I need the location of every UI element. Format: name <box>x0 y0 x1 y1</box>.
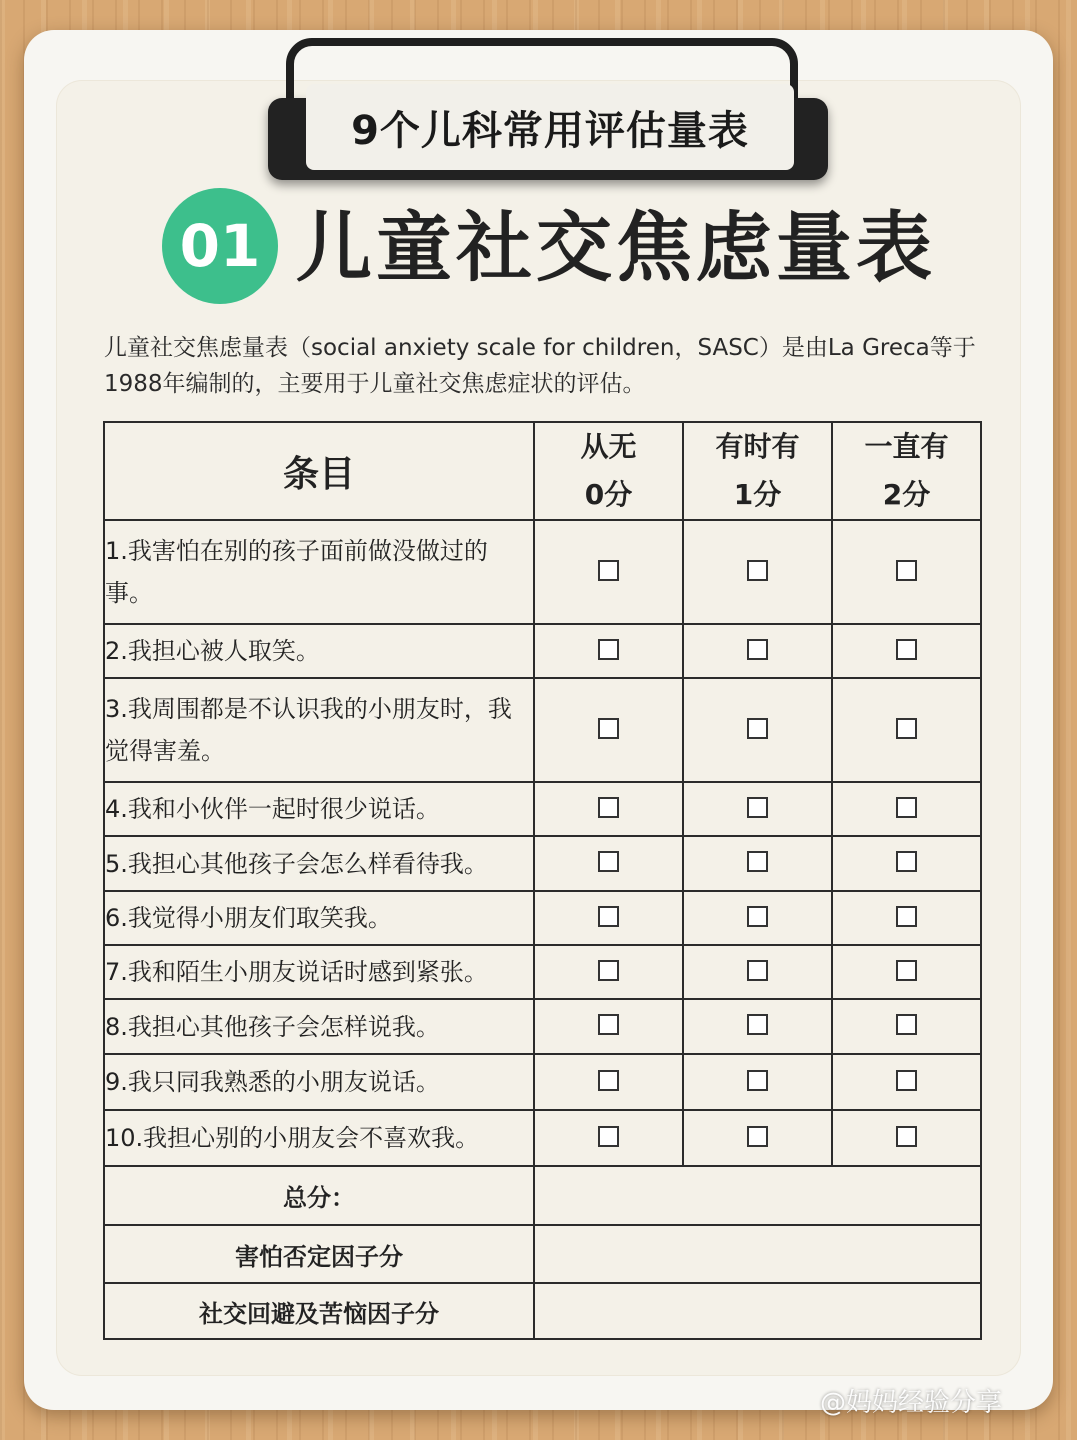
intro-text: 儿童社交焦虑量表（social anxiety scale for children，SASC）是由La Greca等于1988年编制的，主要用于儿童社交焦虑症状的评估。 <box>104 335 976 397</box>
fear-negative-evaluation-field[interactable] <box>534 1225 981 1283</box>
checkbox-sometimes[interactable] <box>747 1070 768 1091</box>
option-label: 有时有 <box>715 430 800 463</box>
clip-title: 9个儿科常用评估量表 <box>306 84 794 170</box>
checkbox-never[interactable] <box>598 639 619 660</box>
option-score: 0分 <box>584 478 633 511</box>
item-text: 3.我周围都是不认识我的小朋友时，我觉得害羞。 <box>104 678 534 782</box>
checkbox-sometimes[interactable] <box>747 906 768 927</box>
summary-row <box>104 1166 981 1225</box>
checkbox-always[interactable] <box>896 906 917 927</box>
table-row <box>104 891 981 945</box>
table-row <box>104 782 981 836</box>
checkbox-never[interactable] <box>598 906 619 927</box>
checkbox-sometimes[interactable] <box>747 639 768 660</box>
table-header-row <box>104 422 981 520</box>
total-score-label: 总分： <box>104 1166 534 1225</box>
option-label: 从无 <box>580 430 637 463</box>
checkbox-never[interactable] <box>598 1070 619 1091</box>
page-title: 儿童社交焦虑量表 <box>296 203 936 292</box>
checkbox-sometimes[interactable] <box>747 718 768 739</box>
fear-negative-evaluation-label: 害怕否定因子分 <box>104 1225 534 1283</box>
option-score: 2分 <box>882 478 931 511</box>
item-text: 5.我担心其他孩子会怎么样看待我。 <box>104 836 534 891</box>
header-item: 条目 <box>104 422 534 520</box>
checkbox-never[interactable] <box>598 718 619 739</box>
assessment-table <box>103 421 982 1340</box>
header-option-sometimes <box>683 422 832 520</box>
item-text: 9.我只同我熟悉的小朋友说话。 <box>104 1054 534 1110</box>
item-text: 2.我担心被人取笑。 <box>104 624 534 678</box>
checkbox-never[interactable] <box>598 851 619 872</box>
checkbox-never[interactable] <box>598 797 619 818</box>
checkbox-sometimes[interactable] <box>747 1126 768 1147</box>
item-text: 4.我和小伙伴一起时很少说话。 <box>104 782 534 836</box>
table-row <box>104 678 981 782</box>
table-row <box>104 624 981 678</box>
checkbox-always[interactable] <box>896 1014 917 1035</box>
item-text: 7.我和陌生小朋友说话时感到紧张。 <box>104 945 534 999</box>
checkbox-never[interactable] <box>598 1126 619 1147</box>
checkbox-sometimes[interactable] <box>747 560 768 581</box>
table-row <box>104 999 981 1054</box>
option-label: 一直有 <box>864 430 949 463</box>
checkbox-always[interactable] <box>896 1070 917 1091</box>
checkbox-always[interactable] <box>896 1126 917 1147</box>
checkbox-always[interactable] <box>896 560 917 581</box>
checkbox-sometimes[interactable] <box>747 960 768 981</box>
section-number-badge: 01 <box>162 188 278 304</box>
checkbox-always[interactable] <box>896 639 917 660</box>
summary-row <box>104 1283 981 1339</box>
watermark: @妈妈经验分享 <box>820 1388 1003 1418</box>
option-score: 1分 <box>733 478 782 511</box>
checkbox-sometimes[interactable] <box>747 1014 768 1035</box>
table-row <box>104 945 981 999</box>
checkbox-always[interactable] <box>896 960 917 981</box>
checkbox-never[interactable] <box>598 960 619 981</box>
table-row <box>104 1110 981 1166</box>
checkbox-always[interactable] <box>896 851 917 872</box>
header-option-always <box>832 422 981 520</box>
table-row <box>104 836 981 891</box>
checkbox-always[interactable] <box>896 718 917 739</box>
checkbox-sometimes[interactable] <box>747 851 768 872</box>
item-text: 8.我担心其他孩子会怎样说我。 <box>104 999 534 1054</box>
social-avoidance-distress-label: 社交回避及苦恼因子分 <box>104 1283 534 1339</box>
item-text: 10.我担心别的小朋友会不喜欢我。 <box>104 1110 534 1166</box>
social-avoidance-distress-field[interactable] <box>534 1283 981 1339</box>
checkbox-never[interactable] <box>598 560 619 581</box>
header-option-never <box>534 422 683 520</box>
checkbox-sometimes[interactable] <box>747 797 768 818</box>
item-text: 6.我觉得小朋友们取笑我。 <box>104 891 534 945</box>
checkbox-never[interactable] <box>598 1014 619 1035</box>
table-row <box>104 520 981 624</box>
table-row <box>104 1054 981 1110</box>
item-text: 1.我害怕在别的孩子面前做没做过的事。 <box>104 520 534 624</box>
total-score-field[interactable] <box>534 1166 981 1225</box>
checkbox-always[interactable] <box>896 797 917 818</box>
summary-row <box>104 1225 981 1283</box>
